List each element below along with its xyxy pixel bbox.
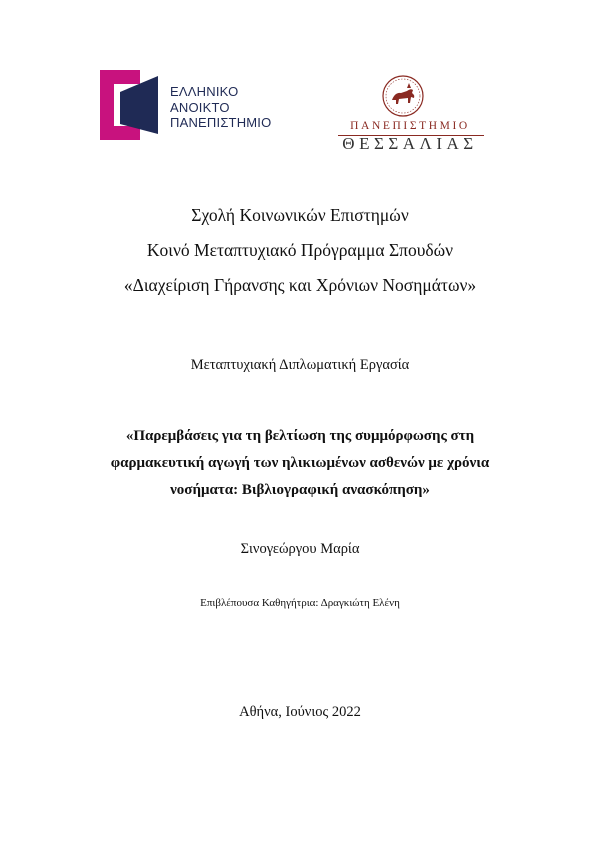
- school-name: Σχολή Κοινωνικών Επιστημών: [191, 205, 409, 225]
- hou-logo-text: [170, 84, 271, 131]
- author-name: Σινογεώργου Μαρία: [240, 541, 360, 557]
- thesis-type: Μεταπτυχιακή Διπλωματική Εργασία: [190, 357, 410, 373]
- hou-logo-line: ΕΛΛΗΝΙΚΟ: [170, 84, 239, 99]
- program-title: «Διαχείριση Γήρανσης και Χρόνιων Νοσημάτων»: [123, 275, 477, 295]
- university-of-thessaly-logo: [330, 74, 490, 154]
- hou-emblem-icon: [100, 70, 162, 140]
- uth-logo-line1: ΠΑΝΕΠΙΣΤΗΜΙΟ: [350, 120, 470, 132]
- hellenic-open-university-logo: [100, 70, 290, 140]
- thesis-title-line: «Παρεμβάσεις για τη βελτίωση της συμμόρφωσης στη: [125, 428, 475, 444]
- uth-emblem-icon: [377, 74, 429, 118]
- school-info: [0, 198, 600, 303]
- thesis-title-line: φαρμακευτική αγωγή των ηλικιωμένων ασθενών με χρόνια: [110, 455, 490, 471]
- hou-logo-line: ΠΑΝΕΠΙΣΤΗΜΙΟ: [170, 115, 272, 130]
- thesis-title-line: νοσήματα: Βιβλιογραφική ανασκόπηση»: [170, 482, 430, 498]
- supervisor: Επιβλέπουσα Καθηγήτρια: Δραγκιώτη Ελένη: [200, 597, 400, 609]
- place-date: Αθήνα, Ιούνιος 2022: [239, 704, 361, 720]
- program-name: Κοινό Μεταπτυχιακό Πρόγραμμα Σπουδών: [146, 240, 454, 260]
- uth-logo-line2: ΘΕΣΣΑΛΙΑΣ: [342, 134, 478, 153]
- thesis-title: [100, 423, 500, 504]
- header-logos: [0, 0, 600, 160]
- hou-logo-line: ΑΝΟΙΚΤΟ: [170, 99, 230, 115]
